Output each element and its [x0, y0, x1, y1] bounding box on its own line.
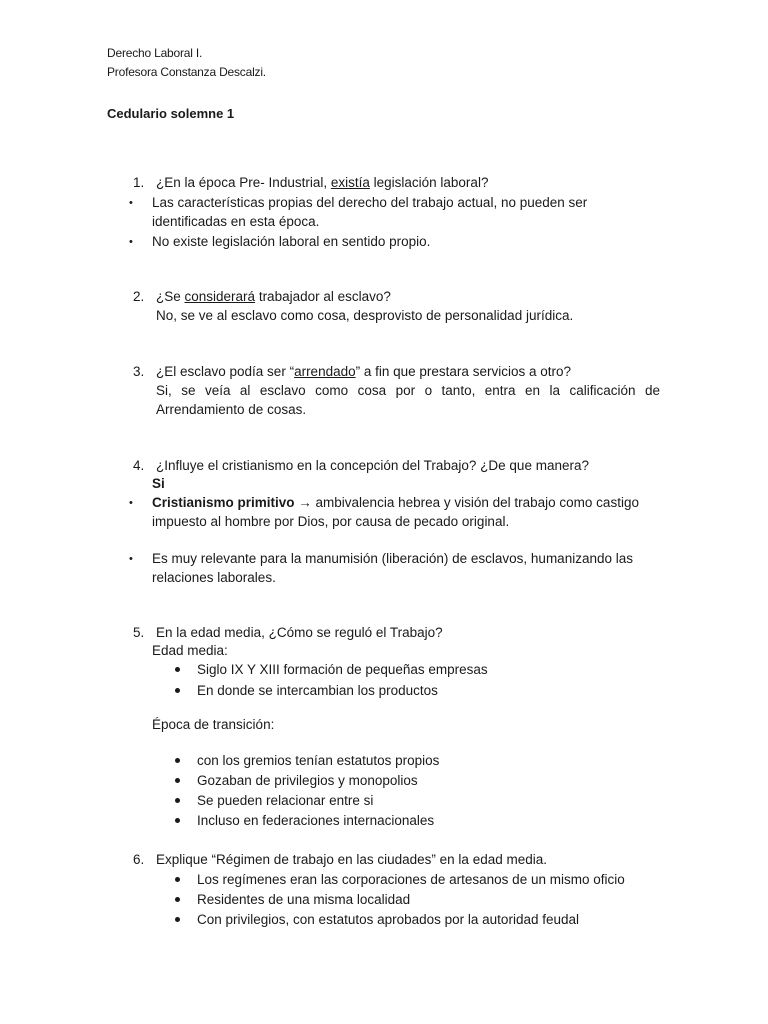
q4-bullet-1-cont: impuesto al hombre por Dios, por causa de pecado original.	[152, 514, 510, 529]
q5-subtitle-1: Edad media:	[152, 643, 228, 658]
q5-item: con los gremios tenían estatutos propios	[197, 753, 440, 768]
q1-bullet-1: Las características propias del derecho del trabajo actual, no pueden ser	[152, 195, 588, 210]
q3-text-b: ” a fin que prestara servicios a otro?	[355, 364, 571, 379]
q4-answer-si: Si	[152, 476, 165, 491]
q6-number: 6.	[133, 852, 145, 867]
q5-subtitle-2: Época de transición:	[152, 717, 275, 732]
q2-underlined: considerará	[184, 289, 256, 304]
q4-bullet-2: Es muy relevante para la manumisión (liberación) de esclavos, humanizando las	[152, 551, 633, 566]
q5-item: Se pueden relacionar entre si	[197, 793, 374, 808]
q1-text-b: legislación laboral?	[369, 175, 489, 190]
q5-item: Gozaban de privilegios y monopolios	[197, 773, 418, 788]
q2-number: 2.	[133, 289, 145, 304]
q1-bullet-1-cont: identificadas en esta época.	[152, 214, 320, 229]
q3-number: 3.	[133, 364, 145, 379]
q2-text-b: trabajador al esclavo?	[255, 289, 391, 304]
q5-item: Incluso en federaciones internacionales	[197, 813, 435, 828]
q5-question: En la edad media, ¿Cómo se reguló el Trabajo?	[156, 625, 443, 640]
bullet-icon	[175, 688, 180, 693]
course-name: Derecho Laboral I.	[107, 46, 203, 60]
q5-item: Siglo IX Y XIII formación de pequeñas empresas	[197, 662, 488, 677]
q4-bullet-1-rest: → ambivalencia hebrea y visión del trabajo como castigo	[294, 495, 639, 510]
bullet-icon: •	[129, 553, 133, 565]
q1-bullet-2: No existe legislación laboral en sentido propio.	[152, 234, 431, 249]
q2-text-a: ¿Se	[156, 289, 185, 304]
q6-item: Residentes de una misma localidad	[197, 892, 411, 907]
q4-number: 4.	[133, 458, 145, 473]
bullet-icon	[175, 798, 180, 803]
bullet-icon	[175, 917, 180, 922]
q6-item: Con privilegios, con estatutos aprobados por la autoridad feudal	[197, 912, 579, 927]
q5-number: 5.	[133, 625, 145, 640]
q4-bullet-1	[152, 493, 639, 513]
bullet-icon	[175, 758, 180, 763]
q1-underlined: existía	[330, 175, 370, 190]
q1-number: 1.	[133, 175, 145, 190]
q4-question: ¿Influye el cristianismo en la concepción del Trabajo? ¿De que manera?	[156, 458, 589, 473]
bullet-icon: •	[129, 197, 133, 209]
bullet-icon	[175, 778, 180, 783]
q4-bullet-2-cont: relaciones laborales.	[152, 570, 276, 585]
q2-question	[156, 287, 391, 307]
q2-answer: No, se ve al esclavo como cosa, desprovisto de personalidad jurídica.	[156, 308, 574, 323]
q4-bullet-1-bold: Cristianismo primitivo	[152, 495, 295, 510]
q3-answer-2: Arrendamiento de cosas.	[156, 402, 307, 417]
bullet-icon: •	[129, 236, 133, 248]
q3-question	[156, 362, 571, 382]
teacher-name: Profesora Constanza Descalzi.	[107, 65, 266, 79]
q3-underlined: arrendado	[294, 364, 356, 379]
q3-answer-1: Si, se veía al esclavo como cosa por o tanto, entra en la calificación de	[156, 383, 660, 398]
bullet-icon: •	[129, 497, 133, 509]
bullet-icon	[175, 897, 180, 902]
q6-question: Explique “Régimen de trabajo en las ciudades” en la edad media.	[156, 852, 547, 867]
q1-text-a: ¿En la época Pre- Industrial,	[156, 175, 331, 190]
q6-item: Los regímenes eran las corporaciones de artesanos de un mismo oficio	[197, 872, 625, 887]
q5-item: En donde se intercambian los productos	[197, 683, 438, 698]
bullet-icon	[175, 818, 180, 823]
q1-question	[156, 173, 488, 193]
bullet-icon	[175, 667, 180, 672]
bullet-icon	[175, 877, 180, 882]
q3-text-a: ¿El esclavo podía ser “	[156, 364, 295, 379]
page-title: Cedulario solemne 1	[107, 106, 235, 121]
